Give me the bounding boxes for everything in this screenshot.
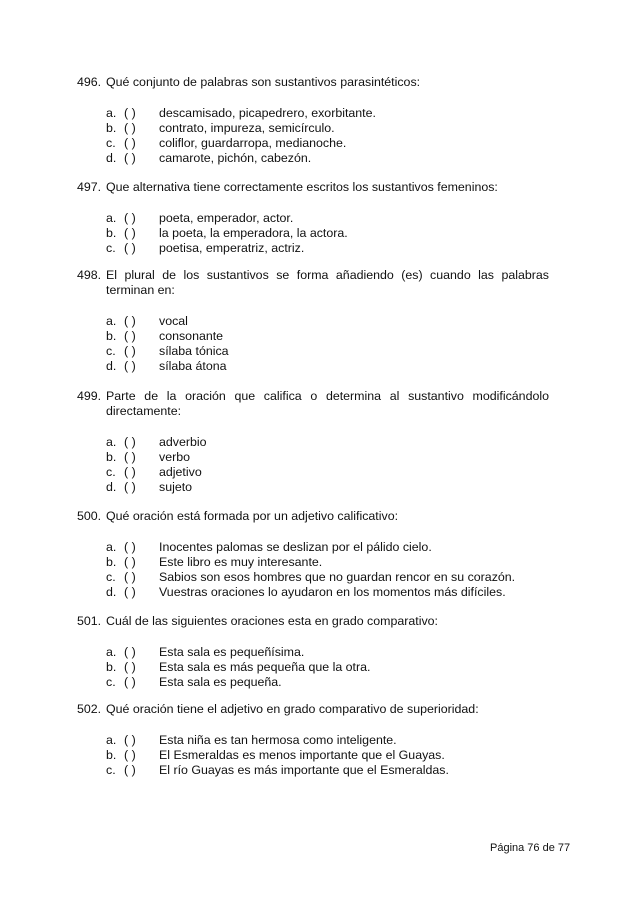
option-letter: d. bbox=[106, 151, 117, 165]
answer-blank: ( ) bbox=[124, 226, 136, 240]
question-text-continuation: directamente: bbox=[106, 404, 182, 418]
option-text: El río Guayas es más importante que el Esmeraldas. bbox=[159, 763, 449, 777]
option-item bbox=[106, 748, 549, 763]
option-text: Sabios son esos hombres que no guardan rencor en su corazón. bbox=[159, 570, 516, 584]
option-item bbox=[106, 555, 549, 570]
option-item bbox=[106, 136, 549, 151]
option-text: consonante bbox=[159, 329, 224, 343]
answer-blank: ( ) bbox=[124, 660, 136, 674]
question-500 bbox=[77, 509, 549, 600]
answer-blank: ( ) bbox=[124, 435, 136, 449]
option-letter: a. bbox=[106, 540, 117, 554]
question-number: 502. bbox=[77, 702, 102, 716]
option-item bbox=[106, 675, 549, 690]
option-text: sílaba tónica bbox=[159, 344, 229, 358]
option-item bbox=[106, 329, 549, 344]
option-letter: c. bbox=[106, 465, 116, 479]
answer-blank: ( ) bbox=[124, 675, 136, 689]
option-item bbox=[106, 106, 549, 121]
answer-blank: ( ) bbox=[124, 359, 136, 373]
option-list bbox=[106, 540, 549, 600]
question-502 bbox=[77, 702, 549, 778]
option-item bbox=[106, 585, 549, 600]
option-item bbox=[106, 211, 549, 226]
answer-blank: ( ) bbox=[124, 106, 136, 120]
option-letter: d. bbox=[106, 359, 117, 373]
question-number: 501. bbox=[77, 614, 102, 628]
option-letter: a. bbox=[106, 435, 117, 449]
option-text: adjetivo bbox=[159, 465, 202, 479]
question-text: Cuál de las siguientes oraciones esta en grado comparativo: bbox=[106, 614, 438, 628]
answer-blank: ( ) bbox=[124, 465, 136, 479]
option-item bbox=[106, 660, 549, 675]
option-letter: c. bbox=[106, 675, 116, 689]
answer-blank: ( ) bbox=[124, 314, 136, 328]
option-item bbox=[106, 359, 549, 374]
answer-blank: ( ) bbox=[124, 136, 136, 150]
option-item bbox=[106, 344, 549, 359]
answer-blank: ( ) bbox=[124, 450, 136, 464]
option-item bbox=[106, 314, 549, 329]
option-text: verbo bbox=[159, 450, 190, 464]
option-list bbox=[106, 211, 549, 256]
option-list bbox=[106, 645, 549, 690]
option-text: Inocentes palomas se deslizan por el pálido cielo. bbox=[159, 540, 432, 554]
option-text: Esta niña es tan hermosa como inteligente. bbox=[159, 733, 397, 747]
answer-blank: ( ) bbox=[124, 480, 136, 494]
answer-blank: ( ) bbox=[124, 570, 136, 584]
option-item bbox=[106, 435, 549, 450]
option-letter: b. bbox=[106, 555, 117, 569]
question-text: Qué oración tiene el adjetivo en grado comparativo de superioridad: bbox=[106, 702, 479, 716]
question-text: Qué oración está formada por un adjetivo calificativo: bbox=[106, 509, 399, 523]
option-text: sílaba átona bbox=[159, 359, 227, 373]
question-501 bbox=[77, 614, 549, 690]
option-item bbox=[106, 645, 549, 660]
question-number: 496. bbox=[77, 75, 102, 89]
question-497 bbox=[77, 180, 549, 256]
option-text: Esta sala es más pequeña que la otra. bbox=[159, 660, 371, 674]
answer-blank: ( ) bbox=[124, 151, 136, 165]
option-item bbox=[106, 151, 549, 166]
option-letter: c. bbox=[106, 136, 116, 150]
option-text: descamisado, picapedrero, exorbitante. bbox=[159, 106, 376, 120]
option-letter: a. bbox=[106, 314, 117, 328]
option-text: adverbio bbox=[159, 435, 207, 449]
question-496 bbox=[77, 75, 549, 166]
question-text: Qué conjunto de palabras son sustantivos parasintéticos: bbox=[106, 75, 421, 89]
question-number: 498. bbox=[77, 268, 102, 282]
option-text: sujeto bbox=[159, 480, 193, 494]
option-text: contrato, impureza, semicírculo. bbox=[159, 121, 335, 135]
answer-blank: ( ) bbox=[124, 344, 136, 358]
option-letter: b. bbox=[106, 121, 117, 135]
question-number: 497. bbox=[77, 180, 102, 194]
answer-blank: ( ) bbox=[124, 645, 136, 659]
answer-blank: ( ) bbox=[124, 211, 136, 225]
answer-blank: ( ) bbox=[124, 585, 136, 599]
option-item bbox=[106, 570, 549, 585]
option-list bbox=[106, 435, 549, 495]
option-item bbox=[106, 226, 549, 241]
option-letter: c. bbox=[106, 344, 116, 358]
option-letter: a. bbox=[106, 106, 117, 120]
option-text: Vuestras oraciones lo ayudaron en los momentos más difíciles. bbox=[159, 585, 506, 599]
option-item bbox=[106, 450, 549, 465]
option-text: poeta, emperador, actor. bbox=[159, 211, 294, 225]
question-498 bbox=[77, 268, 549, 374]
question-text: El plural de los sustantivos se forma añadiendo (es) cuando las palabras bbox=[106, 268, 549, 282]
option-item bbox=[106, 763, 549, 778]
answer-blank: ( ) bbox=[124, 121, 136, 135]
answer-blank: ( ) bbox=[124, 555, 136, 569]
option-list bbox=[106, 106, 549, 166]
question-text-continuation: terminan en: bbox=[106, 283, 175, 297]
option-letter: b. bbox=[106, 450, 117, 464]
option-list bbox=[106, 314, 549, 374]
option-letter: d. bbox=[106, 585, 117, 599]
question-number: 500. bbox=[77, 509, 102, 523]
option-letter: c. bbox=[106, 241, 116, 255]
question-text: Parte de la oración que califica o determina al sustantivo modificándolo bbox=[106, 389, 549, 403]
answer-blank: ( ) bbox=[124, 540, 136, 554]
answer-blank: ( ) bbox=[124, 763, 136, 777]
page-number-footer: Página 76 de 77 bbox=[490, 842, 571, 854]
option-letter: a. bbox=[106, 211, 117, 225]
option-text: coliflor, guardarropa, medianoche. bbox=[159, 136, 347, 150]
option-text: camarote, pichón, cabezón. bbox=[159, 151, 312, 165]
option-letter: c. bbox=[106, 570, 116, 584]
answer-blank: ( ) bbox=[124, 733, 136, 747]
option-item bbox=[106, 121, 549, 136]
option-letter: b. bbox=[106, 226, 117, 240]
option-letter: b. bbox=[106, 329, 117, 343]
answer-blank: ( ) bbox=[124, 329, 136, 343]
option-item bbox=[106, 241, 549, 256]
option-letter: a. bbox=[106, 733, 117, 747]
option-item bbox=[106, 540, 549, 555]
option-letter: c. bbox=[106, 763, 116, 777]
answer-blank: ( ) bbox=[124, 748, 136, 762]
answer-blank: ( ) bbox=[124, 241, 136, 255]
question-text: Que alternativa tiene correctamente escritos los sustantivos femeninos: bbox=[106, 180, 498, 194]
option-text: poetisa, emperatriz, actriz. bbox=[159, 241, 305, 255]
option-letter: b. bbox=[106, 660, 117, 674]
option-letter: d. bbox=[106, 480, 117, 494]
option-text: vocal bbox=[159, 314, 188, 328]
option-letter: b. bbox=[106, 748, 117, 762]
option-text: El Esmeraldas es menos importante que el Guayas. bbox=[159, 748, 445, 762]
option-text: Esta sala es pequeña. bbox=[159, 675, 282, 689]
option-text: Esta sala es pequeñísima. bbox=[159, 645, 305, 659]
option-text: la poeta, la emperadora, la actora. bbox=[159, 226, 348, 240]
option-item bbox=[106, 465, 549, 480]
option-text: Este libro es muy interesante. bbox=[159, 555, 323, 569]
option-letter: a. bbox=[106, 645, 117, 659]
option-item bbox=[106, 480, 549, 495]
question-499 bbox=[77, 389, 549, 495]
question-number: 499. bbox=[77, 389, 102, 403]
option-list bbox=[106, 733, 549, 778]
option-item bbox=[106, 733, 549, 748]
